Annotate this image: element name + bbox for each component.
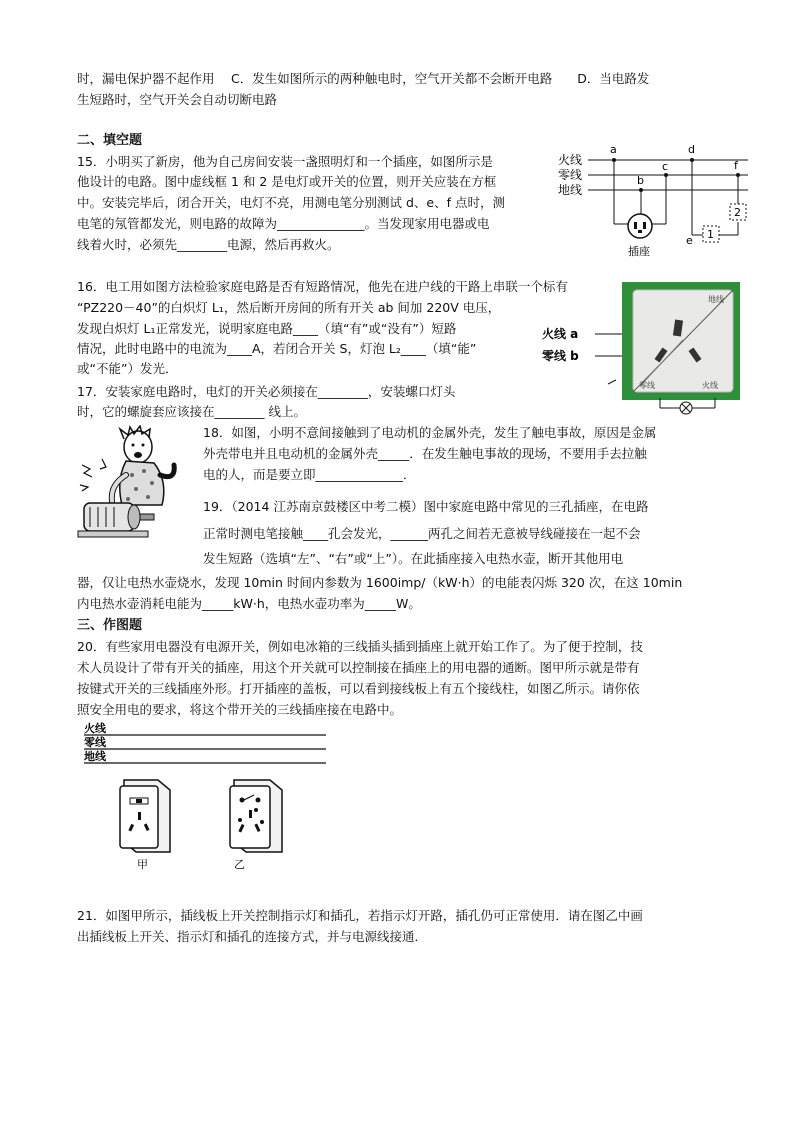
question-20-text: 照安全用电的要求，将这个带开关的三线插座接在电路中。 (77, 702, 403, 717)
live-wire-label: 火线 (558, 153, 583, 167)
question-16-text: “PZ220－40”的白炽灯 L₁，然后断开房间的所有开关 ab 间加 220V 电压， (77, 300, 501, 315)
point-e-label: e (686, 234, 693, 247)
figure-16-socket-test (540, 280, 745, 415)
question-16-text: 情况，此时电路中的电流为____A，若闭合开关 S，灯泡 L₂____（填“能” (77, 341, 477, 356)
question-20-text: 按键式开关的三线插座外形。打开插座的盖板，可以看到接线板上有五个接线柱，如图乙所示。请你依 (77, 681, 640, 696)
point-c-label: c (662, 160, 669, 173)
question-18-text: 18．如图，小明不意间接触到了电动机的金属外壳，发生了触电事故，原因是金属 (203, 425, 657, 440)
socket-ground-label: 地线 (708, 295, 724, 304)
question-21-text: 21．如图甲所示，插线板上开关控制指示灯和插孔，若指示灯开路，插孔仍可正常使用．请在图乙中画 (77, 908, 643, 923)
question-21-text: 出插线板上开关、指示灯和插孔的连接方式，并与电源线接通． (77, 929, 428, 944)
section-heading-drawing: 三、作图题 (77, 618, 143, 633)
figure-20-wiring (84, 720, 334, 875)
socket-live-label: 火线 (702, 381, 718, 390)
question-17-text: 时，它的螺旋套应该接在________ 线上。 (77, 404, 306, 419)
figure-15-circuit (548, 140, 756, 260)
ground-wire-label: 地线 (558, 183, 583, 197)
socket-icon (628, 214, 652, 238)
live-a-label: 火线 a (542, 327, 579, 341)
figure-label-yi: 乙 (234, 858, 245, 871)
text-line: 时，漏电保护器不起作用 C．发生如图所示的两种触电时，空气开关都不会断开电路 D．当电路发 (77, 71, 650, 86)
point-b-label: b (637, 174, 644, 187)
point-a-label: a (610, 143, 617, 156)
section-heading-fill-in: 二、填空题 (77, 133, 143, 148)
socket-back-yi (230, 780, 282, 852)
figure-18-shock-illustration (76, 425, 198, 543)
question-18-text: 电的人，而是要立即______________． (203, 467, 416, 482)
question-19-text: 发生短路（选填“左”、“右”或“上”）。在此插座接入电热水壶，断开其他用电 (203, 551, 624, 566)
question-16-text: 16．电工用如图方法检验家庭电路是否有短路情况，他先在进户线的干路上串联一个标有 (77, 279, 568, 294)
svg-text:2: 2 (734, 206, 741, 219)
neutral-wire-label: 零线 (558, 168, 583, 182)
question-15-text: 线着火时，必须先________电源，然后再救火。 (77, 237, 340, 252)
question-15-text: 电笔的氖管都发光，则电路的故障为______________。当发现家用电器或电 (77, 216, 490, 231)
motor-icon (84, 503, 134, 531)
point-d-label: d (688, 143, 695, 156)
question-15-text: 中。安装完毕后，闭合开关，电灯不亮，用测电笔分别测试 d、e、f 点时，测 (77, 195, 505, 210)
socket-neutral-label: 零线 (639, 381, 655, 390)
question-20-text: 术人员设计了带有开关的插座，用这个开关就可以控制接在插座上的用电器的通断。图甲所示就是带有 (77, 660, 640, 675)
text-line: 生短路时，空气开关会自动切断电路 (77, 92, 278, 107)
ground-wire-label: 地线 (84, 750, 106, 763)
svg-text:1: 1 (707, 228, 714, 241)
question-19-text: 内电热水壶消耗电能为_____kW·h，电热水壶功率为_____W。 (77, 596, 421, 611)
question-16-text: 或“不能”）发光． (77, 361, 178, 376)
question-16-text: 发现白炽灯 L₁正常发光，说明家庭电路____（填“有”或“没有”）短路 (77, 321, 457, 336)
question-20-text: 20．有些家用电器没有电源开关，例如电冰箱的三线插头插到插座上就开始工作了。为了便于控制，技 (77, 639, 643, 654)
socket-label: 插座 (628, 245, 650, 258)
socket-front-jia (120, 780, 170, 852)
neutral-b-label: 零线 b (542, 349, 579, 363)
question-17-text: 17．安装家庭电路时，电灯的开关必须接在________，安装螺口灯头 (77, 384, 456, 399)
neutral-wire-label: 零线 (84, 736, 106, 749)
figure-label-jia: 甲 (137, 858, 148, 871)
question-19-text: 正常时测电笔接触____孔会发光，______两孔之间若无意被导线碰接在一起不会 (203, 526, 641, 541)
question-19-text: 器，仅让电热水壶烧水，发现 10min 时间内参数为 1600imp/（kW·h）的电能表闪烁 320 次，在这 10min (77, 575, 683, 590)
question-18-text: 外壳带电并且电动机的金属外壳_____．在发生触电事故的现场，不要用手去拉触 (203, 446, 647, 461)
point-f-label: f (734, 159, 738, 172)
question-19-text: 19．（2014 江苏南京鼓楼区中考二模）图中家庭电路中常见的三孔插座，在电路 (203, 499, 649, 514)
live-wire-label: 火线 (84, 722, 106, 735)
question-15-text: 他设计的电路。图中虚线框 1 和 2 是电灯或开关的位置，则开关应装在方框 (77, 174, 497, 189)
question-15-text: 15．小明买了新房，他为自己房间安装一盏照明灯和一个插座，如图所示是 (77, 154, 493, 169)
